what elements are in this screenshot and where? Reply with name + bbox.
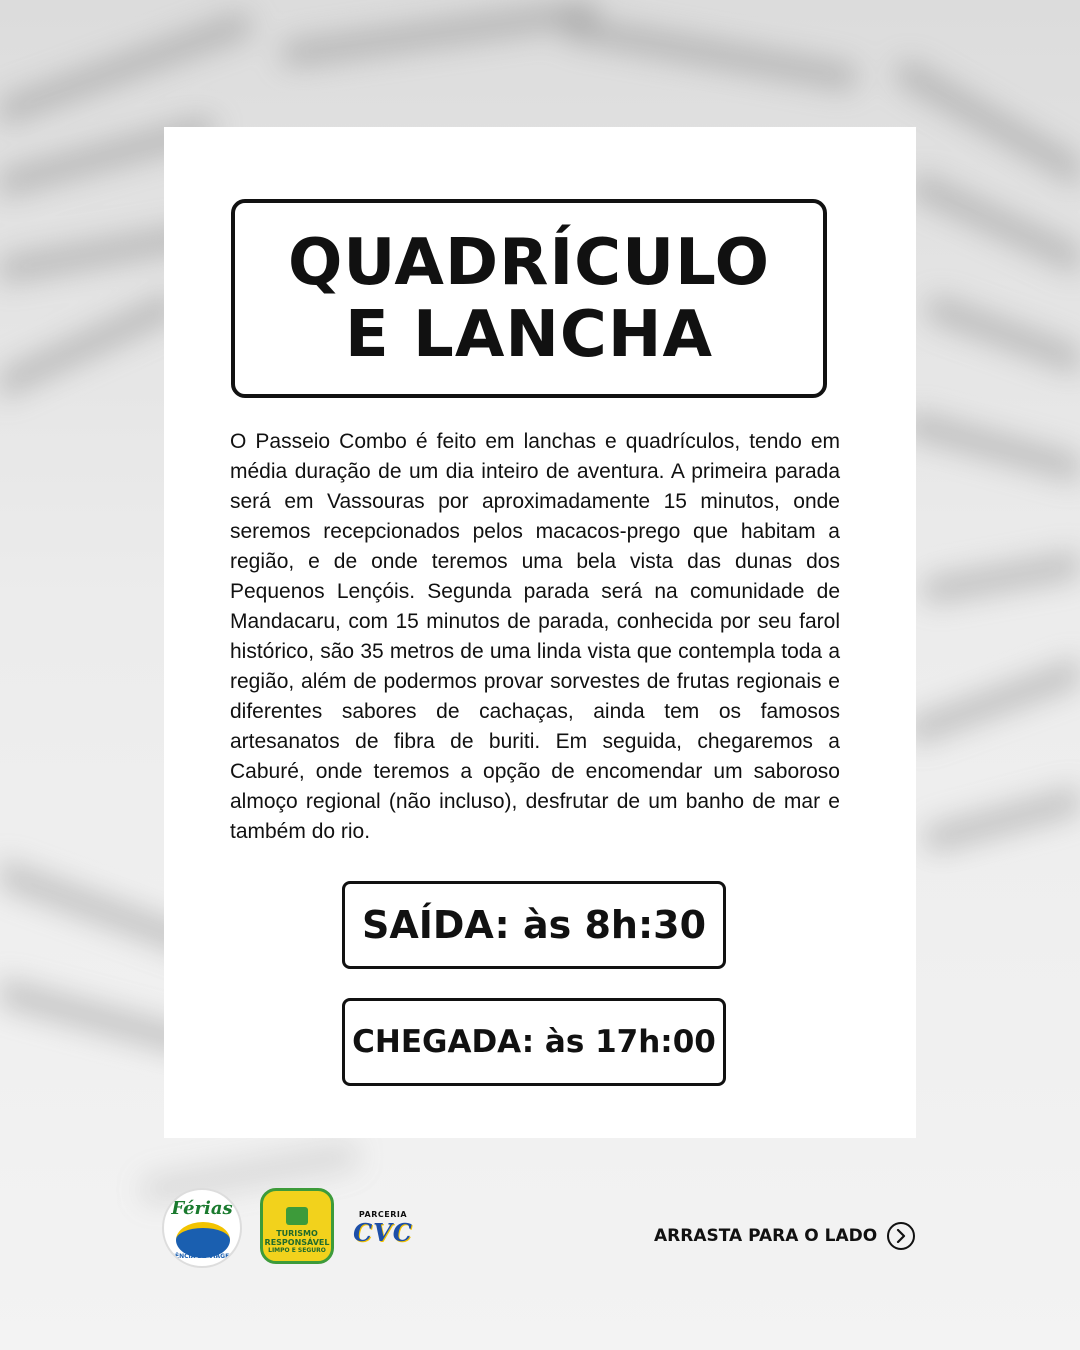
- partner-label: PARCERIA: [358, 1210, 408, 1219]
- chevron-right-circle-icon[interactable]: [887, 1222, 915, 1250]
- turismo-logo-line-2: LIMPO E SEGURO: [268, 1247, 326, 1254]
- turismo-responsavel-logo: [260, 1188, 334, 1264]
- turismo-logo-line-1: TURISMO RESPONSÁVEL: [264, 1229, 330, 1247]
- page-title-line-2: E LANCHA: [345, 297, 713, 372]
- title-box: [231, 199, 827, 398]
- departure-time-box: SAÍDA: às 8h:30: [342, 881, 726, 969]
- building-icon: [286, 1207, 308, 1225]
- ferias-logo-word: Férias: [171, 1198, 233, 1219]
- arrival-time-box: CHEGADA: às 17h:00: [342, 998, 726, 1086]
- ferias-agency-logo: [162, 1188, 242, 1268]
- cvc-partner-logo: [348, 1210, 418, 1260]
- content-card: [164, 127, 916, 1138]
- cvc-brand: CVC: [353, 1218, 413, 1247]
- tour-description: O Passeio Combo é feito em lanchas e quadrículos, tendo em média duração de um dia inteiro de aventura. A primeira parada será em Vassouras por aproximadamente 15 minutos, onde seremos recepcionados pelos macacos-prego que habitam a região, e de onde teremos uma bela vista das dunas dos Pequenos Lençóis. Segunda parada será na comunidade de Mandacaru, com 15 minutos de parada, conhecida por seu farol histórico, são 35 metros de uma linda vista que contempla toda a região, além de podermos provar sorvestes de frutas regionais e diferentes sabores de cachaças, ainda tem os famosos artesanatos de fibra de buriti. Em seguida, chegaremos a Caburé, onde teremos a opção de encomendar um saboroso almoço regional (não incluso), desfrutar de um banho de mar e também do rio.: [230, 430, 840, 843]
- swipe-hint[interactable]: [654, 1222, 915, 1250]
- page-title-line-1: QUADRÍCULO: [288, 225, 770, 300]
- swipe-hint-label: ARRASTA PARA O LADO: [654, 1226, 878, 1246]
- ferias-logo-subtitle: AGÊNCIA DE VIAGENS: [165, 1253, 239, 1260]
